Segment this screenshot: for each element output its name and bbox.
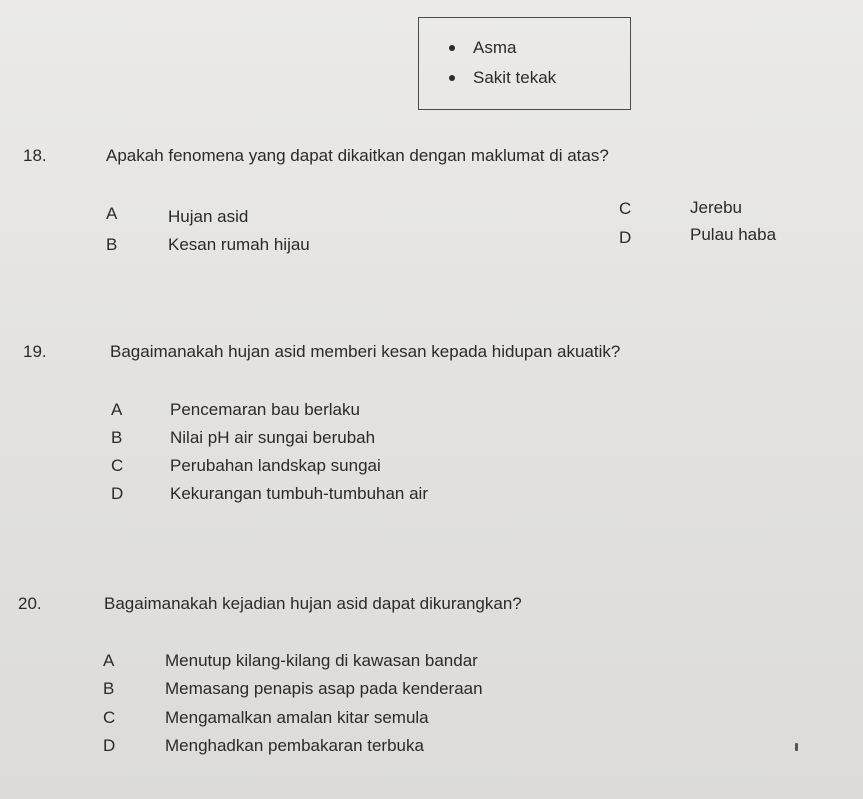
option-letter: A xyxy=(111,400,123,419)
bullet-icon xyxy=(449,45,455,51)
question-number: 19. xyxy=(23,342,47,361)
option-letter: D xyxy=(619,228,632,247)
question-number: 18. xyxy=(23,146,47,165)
option-letter: C xyxy=(619,199,632,218)
question-text: Bagaimanakah kejadian hujan asid dapat dikurangkan? xyxy=(104,594,522,613)
question-number: 20. xyxy=(18,594,42,613)
option-text[interactable]: Memasang penapis asap pada kenderaan xyxy=(165,679,483,698)
option-letter: C xyxy=(103,708,116,727)
question-text: Apakah fenomena yang dapat dikaitkan dengan maklumat di atas? xyxy=(106,146,609,165)
option-text[interactable]: Perubahan landskap sungai xyxy=(170,456,381,475)
option-text[interactable]: Menghadkan pembakaran terbuka xyxy=(165,736,424,755)
option-text[interactable]: Nilai pH air sungai berubah xyxy=(170,428,376,447)
info-box xyxy=(418,17,631,110)
bullet-icon xyxy=(449,75,455,81)
option-letter: D xyxy=(103,736,116,755)
option-text[interactable]: Menutup kilang-kilang di kawasan bandar xyxy=(165,651,478,670)
option-letter: B xyxy=(106,235,118,254)
option-text[interactable]: Pulau haba xyxy=(690,225,777,244)
option-text[interactable]: Pencemaran bau berlaku xyxy=(170,400,360,419)
option-letter: A xyxy=(106,204,118,223)
info-item-label: Sakit tekak xyxy=(473,68,557,87)
option-letter: B xyxy=(103,679,115,698)
option-letter: A xyxy=(103,651,115,670)
paper-mark xyxy=(795,743,798,751)
info-item-sakit-tekak xyxy=(449,68,556,88)
option-text[interactable]: Mengamalkan amalan kitar semula xyxy=(165,708,429,727)
option-text[interactable]: Hujan asid xyxy=(168,207,249,226)
option-text[interactable]: Jerebu xyxy=(690,198,742,217)
option-letter: B xyxy=(111,428,123,447)
info-item-label: Asma xyxy=(473,38,517,57)
question-text: Bagaimanakah hujan asid memberi kesan kepada hidupan akuatik? xyxy=(110,342,621,361)
option-letter: D xyxy=(111,484,124,503)
option-letter: C xyxy=(111,456,124,475)
option-text[interactable]: Kesan rumah hijau xyxy=(168,235,310,254)
info-item-asma xyxy=(449,38,516,58)
option-text[interactable]: Kekurangan tumbuh-tumbuhan air xyxy=(170,484,428,503)
